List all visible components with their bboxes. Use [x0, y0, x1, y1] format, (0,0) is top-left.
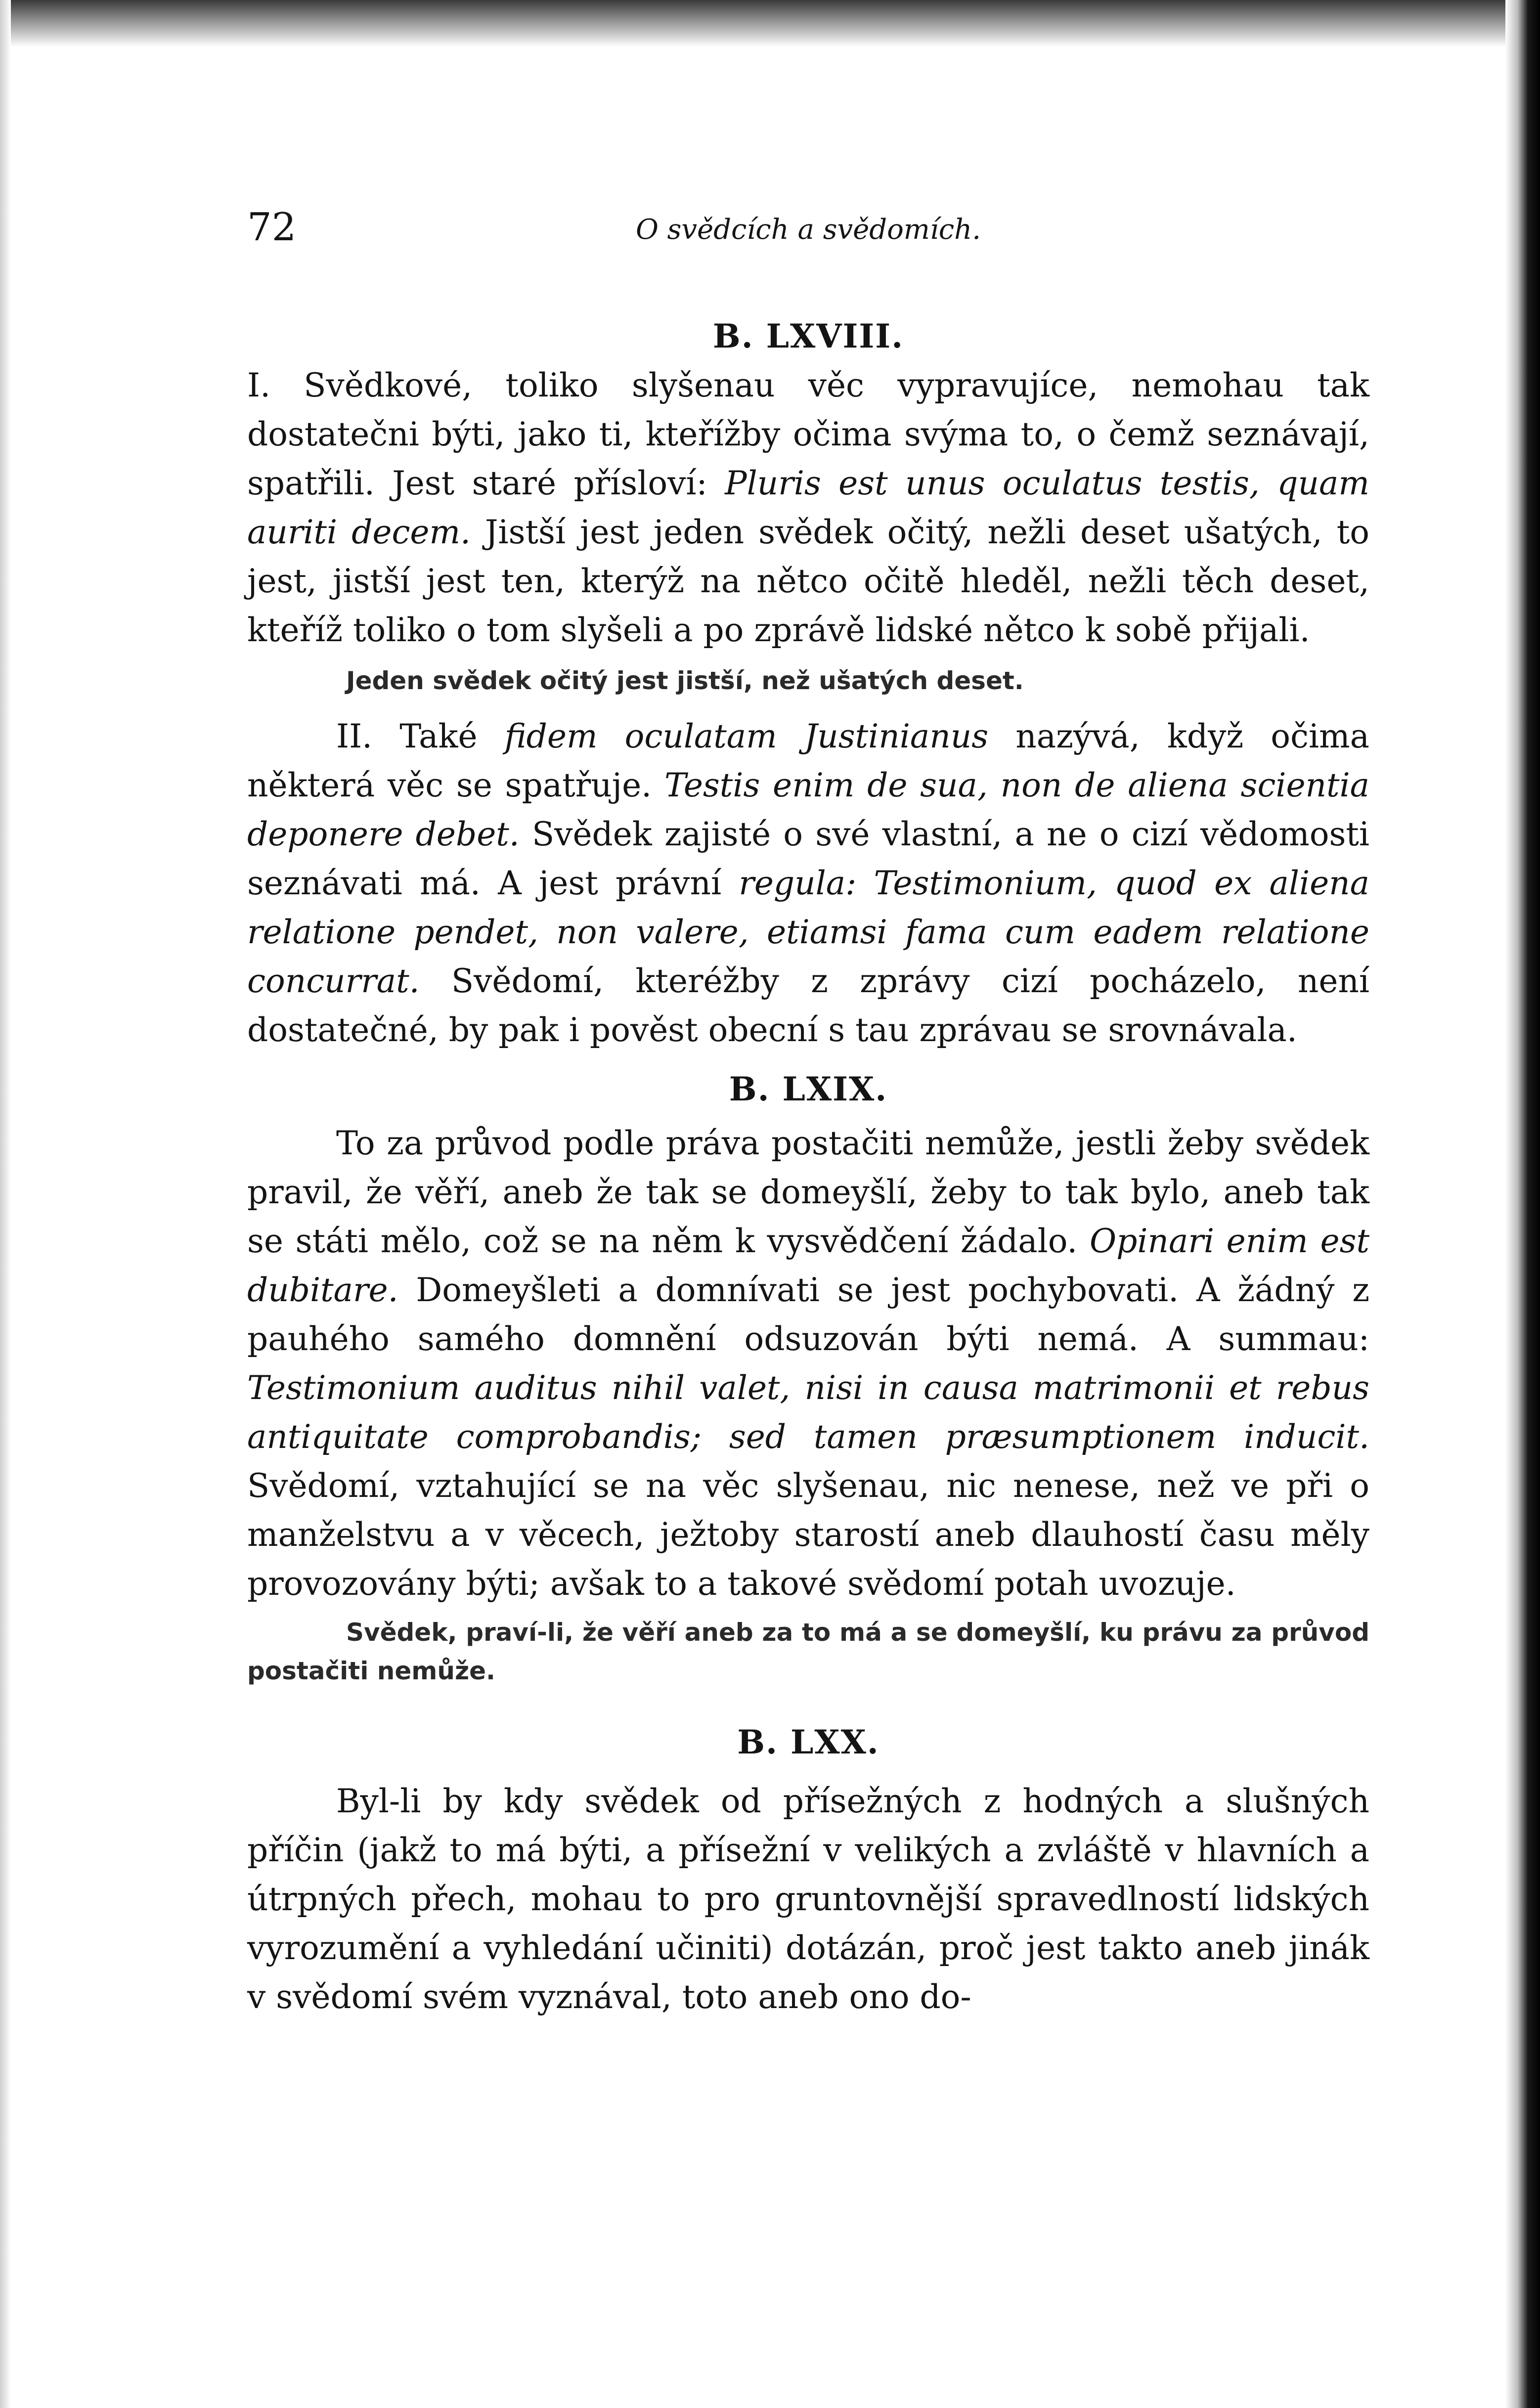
book-page	[247, 198, 1369, 2021]
text-run: Svědomí, vztahující se na věc slyšenau, nic nenese, než ve při o manželstvu a v věcech, ježtoby starostí aneb dlauhostí času měly provozovány býti; avšak to a takové svědomí potah uvozuje.	[247, 1467, 1369, 1603]
section-heading-lxx: B. LXX.	[737, 1723, 880, 1761]
paragraph-lxviii-2	[247, 712, 1369, 1054]
latin-quote: fidem oculatam Justinianus	[504, 717, 989, 755]
marginal-summary-lxix: Svědek, praví-li, že věří aneb za to má a se domeyšlí, ku právu za průvod postačiti nemůže.	[247, 1618, 1369, 1685]
latin-quote: Testis enim de sua, non de aliena scientia deponere debet.	[247, 766, 1369, 853]
text-run: I. Svědkové, toliko slyšenau věc vypravujíce, nemohau tak dostatečni býti, jako ti, kteřížby očima svýma to, o čemž seznávají, spatřili. Jest staré přísloví:	[247, 366, 1369, 502]
text-run: To za průvod podle práva postačiti nemůže, jestli žeby svědek pravil, že věří, aneb že tak se domeyšlí, žeby to tak bylo, aneb tak se státi mělo, což se na něm k vysvědčení žádalo.	[247, 1124, 1369, 1260]
section-heading-lxviii: B. LXVIII.	[712, 317, 904, 355]
latin-quote: Testimonium auditus nihil valet, nisi in causa matrimonii et rebus antiquitate comprobandis; sed tamen præsumptionem inducit.	[247, 1369, 1369, 1456]
page-number: 72	[247, 205, 297, 250]
latin-quote: Opinari enim est dubitare.	[247, 1222, 1370, 1309]
latin-quote: Pluris est unus oculatus testis, quam auriti decem.	[247, 464, 1369, 551]
running-head	[247, 198, 1369, 257]
text-run: Svědek zajisté o své vlastní, a ne o cizí vědomosti seznávati má. A jest právní	[247, 815, 1369, 902]
scan-shadow-left	[0, 0, 11, 2408]
paragraph-lxviii-1	[247, 361, 1369, 655]
latin-quote: regula: Testimonium, quod ex aliena relatione pendet, non valere, etiamsi fama cum eadem relatione concurrat.	[247, 864, 1370, 1000]
scan-shadow-right	[1505, 0, 1540, 2408]
text-run: Svědomí, kteréžby z zprávy cizí pocházelo, není dostatečné, by pak i pověst obecní s tau zprávau se srovnávala.	[247, 962, 1369, 1049]
text-run: Domeyšleti a domnívati se jest pochybovati. A žádný z pauhého samého domnění odsuzován býti nemá. A summau:	[247, 1271, 1369, 1358]
paragraph-lxx-1: Byl-li by kdy svědek od přísežných z hodných a slušných příčin (jakž to má býti, a přísežní v velikých a zvláště v hlavních a útrpných přech, mohau to pro gruntovnější spravedlností lidských vyrozumění a vyhledání učiniti) dotázán, proč jest takto aneb jinák v svědomí svém vyznával, toto aneb ono do-	[247, 1782, 1369, 2016]
text-run: nazývá, když očima některá věc se spatřuje.	[247, 717, 1369, 804]
text-run: II. Také	[336, 717, 505, 755]
paragraph-lxix-1	[247, 1119, 1369, 1608]
section-heading-lxix: B. LXIX.	[729, 1070, 888, 1108]
marginal-summary-lxviii: Jeden svědek očitý jest jistší, než ušatých deset.	[346, 666, 1024, 695]
running-title: O svědcích a svědomích.	[635, 214, 981, 246]
scan-shadow-top	[0, 0, 1540, 47]
text-run: Jistší jest jeden svědek očitý, nežli deset ušatých, to jest, jistší jest ten, kterýž na nětco očitě hleděl, nežli těch deset, kteříž toliko o tom slyšeli a po zprávě lidské nětco k sobě přijali.	[247, 513, 1369, 649]
